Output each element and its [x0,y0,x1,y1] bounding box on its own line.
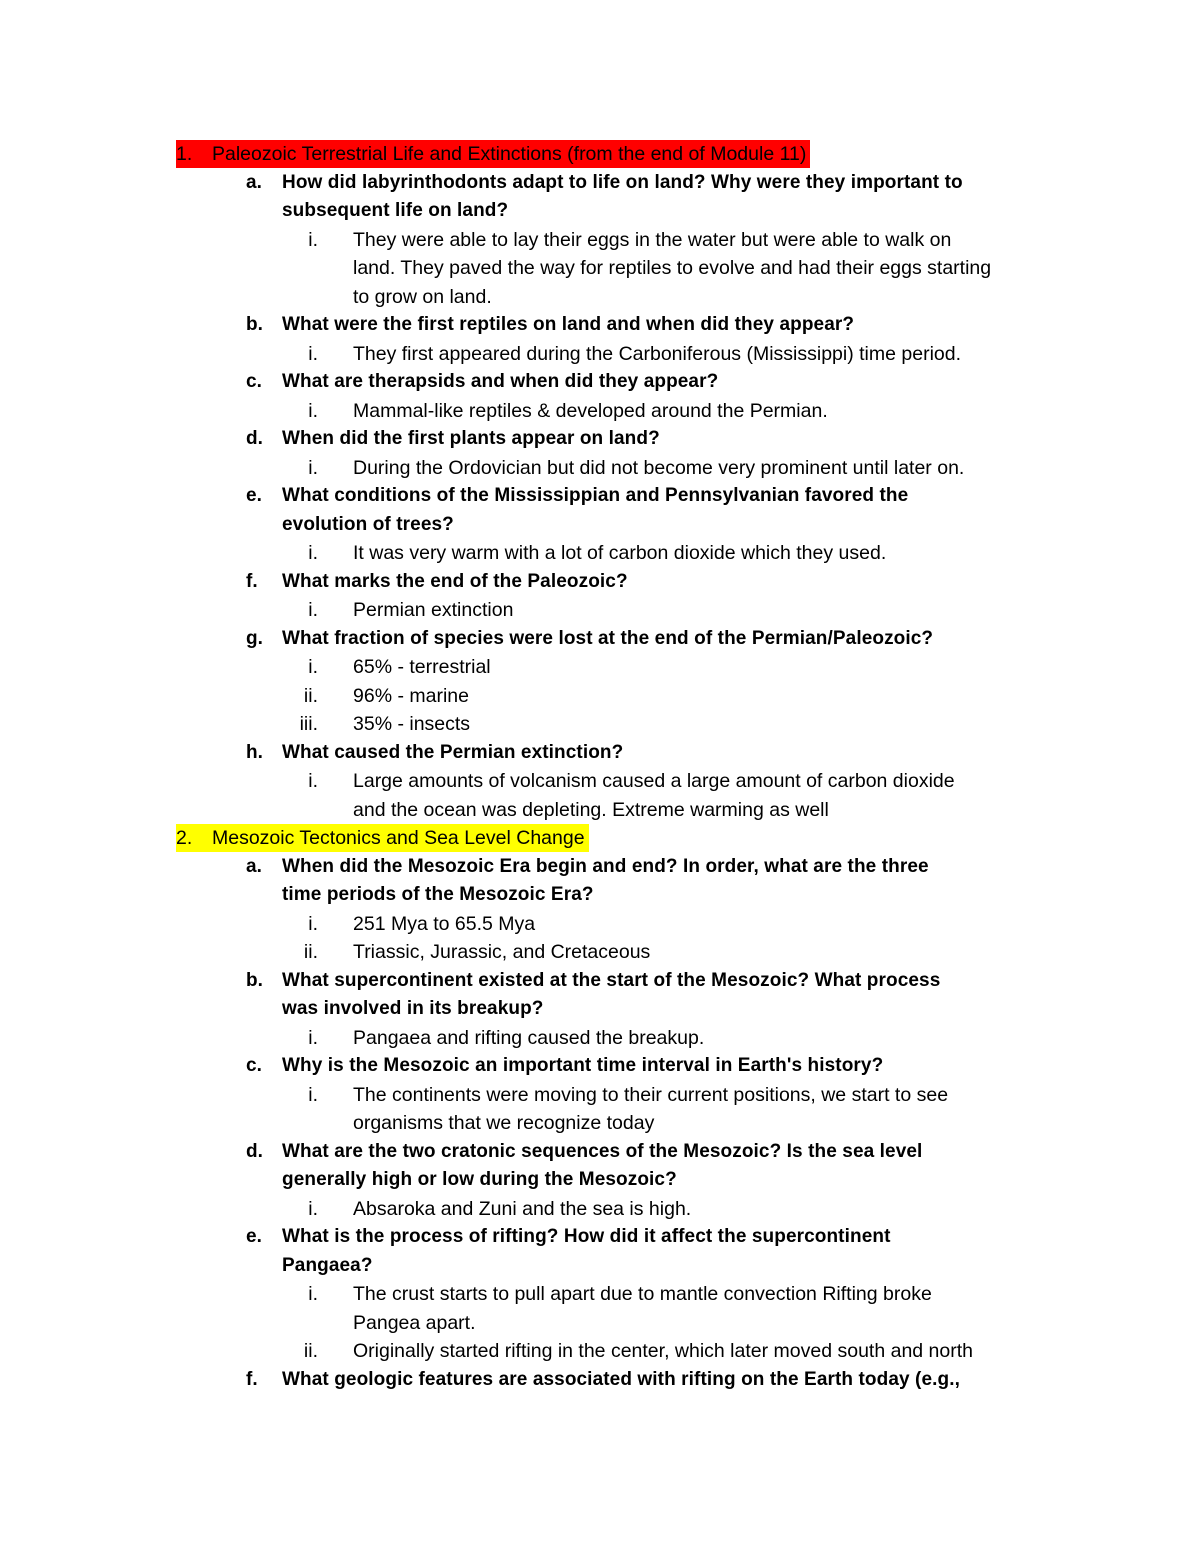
question-text: Why is the Mesozoic an important time interval in Earth's history? [282,1055,884,1076]
answer-marker: iii. [299,713,318,735]
answer-marker: i. [308,1197,318,1220]
answer-marker: i. [308,770,318,792]
answer-marker: ii. [303,1340,318,1362]
question-marker: g. [246,627,263,649]
question-marker: c. [246,1055,262,1076]
question-text: What geologic features are associated with rifting on the Earth today (e.g., [282,1368,960,1390]
answer-text: 251 Mya to 65.5 Mya [353,912,536,935]
question-text: What are the two cratonic sequences of the Mesozoic? Is the sea level [282,1140,923,1162]
answer-text: Mammal-like reptiles & developed around the Permian. [353,399,828,422]
question-text: generally high or low during the Mesozoic? [282,1169,677,1190]
question-text: What fraction of species were lost at the end of the Permian/Paleozoic? [282,627,934,649]
answer-marker: i. [308,656,318,678]
question-text: What supercontinent existed at the start of the Mesozoic? What process [282,969,941,991]
answer-text: They first appeared during the Carboniferous (Mississippi) time period. [353,342,962,365]
answer-text: The crust starts to pull apart due to mantle convection Rifting broke [353,1283,932,1305]
question-text: When did the Mesozoic Era begin and end? In order, what are the three [282,855,929,877]
question-text: was involved in its breakup? [282,998,544,1019]
question-marker: a. [246,855,262,877]
answer-text: Large amounts of volcanism caused a large amount of carbon dioxide [353,770,955,792]
question-marker: f. [246,1368,258,1390]
answer-text: Triassic, Jurassic, and Cretaceous [353,941,651,963]
question-text: How did labyrinthodonts adapt to life on land? Why were they important to [282,171,963,193]
section-heading [176,824,589,852]
question-text: What is the process of rifting? How did it affect the supercontinent [282,1226,891,1247]
answer-text: During the Ordovician but did not become very prominent until later on. [353,456,965,479]
question-marker: a. [246,171,262,193]
answer-marker: i. [308,399,318,422]
question-text: What conditions of the Mississippian and Pennsylvanian favored the [282,485,909,506]
question-marker: e. [246,485,262,506]
question-marker: b. [246,314,263,335]
question-text: evolution of trees? [282,513,454,535]
question-text: What are therapsids and when did they appear? [282,371,719,392]
question-marker: d. [246,428,263,449]
answer-marker: i. [308,342,318,365]
answer-text: 65% - terrestrial [353,656,491,678]
answer-marker: i. [308,228,318,251]
section-heading [176,140,810,168]
answer-text: 96% - marine [353,684,469,707]
answer-marker: i. [308,912,318,935]
question-text: Pangaea? [282,1254,373,1276]
answer-text: to grow on land. [353,285,492,308]
answer-text: It was very warm with a lot of carbon dioxide which they used. [353,542,887,564]
answer-text: Permian extinction [353,599,514,621]
answer-marker: i. [308,542,318,564]
answer-text: Pangaea and rifting caused the breakup. [353,1026,705,1049]
answer-text: 35% - insects [353,713,471,735]
answer-marker: ii. [303,941,318,963]
answer-text: and the ocean was depleting. Extreme warming as well [353,798,829,821]
answer-text: The continents were moving to their current positions, we start to see [353,1083,949,1106]
answer-text: land. They paved the way for reptiles to evolve and had their eggs starting [353,257,992,279]
question-text: When did the first plants appear on land? [282,428,660,449]
section-number: 1. [176,143,193,165]
question-marker: d. [246,1140,263,1162]
answer-text: Pangea apart. [353,1311,476,1334]
answer-text: organisms that we recognize today [353,1112,655,1134]
question-marker: c. [246,371,262,392]
question-marker: h. [246,741,263,763]
question-text: time periods of the Mesozoic Era? [282,884,594,905]
question-marker: e. [246,1226,262,1247]
section-title: Paleozoic Terrestrial Life and Extinctions (from the end of Module 11) [212,143,807,165]
answer-marker: i. [308,1083,318,1106]
question-text: What caused the Permian extinction? [282,741,624,763]
answer-marker: ii. [303,684,318,707]
section-number: 2. [176,827,193,849]
answer-marker: i. [308,599,318,621]
question-marker: b. [246,969,263,991]
answer-marker: i. [308,1026,318,1049]
section-title: Mesozoic Tectonics and Sea Level Change [212,827,585,849]
answer-marker: i. [308,456,318,479]
question-text: subsequent life on land? [282,200,509,221]
question-text: What marks the end of the Paleozoic? [282,570,628,592]
answer-text: Originally started rifting in the center, which later moved south and north [353,1340,973,1362]
answer-marker: i. [308,1283,318,1305]
answer-text: Absaroka and Zuni and the sea is high. [353,1197,692,1220]
answer-text: They were able to lay their eggs in the water but were able to walk on [353,228,952,251]
question-text: What were the first reptiles on land and when did they appear? [282,314,855,335]
question-marker: f. [246,570,258,592]
